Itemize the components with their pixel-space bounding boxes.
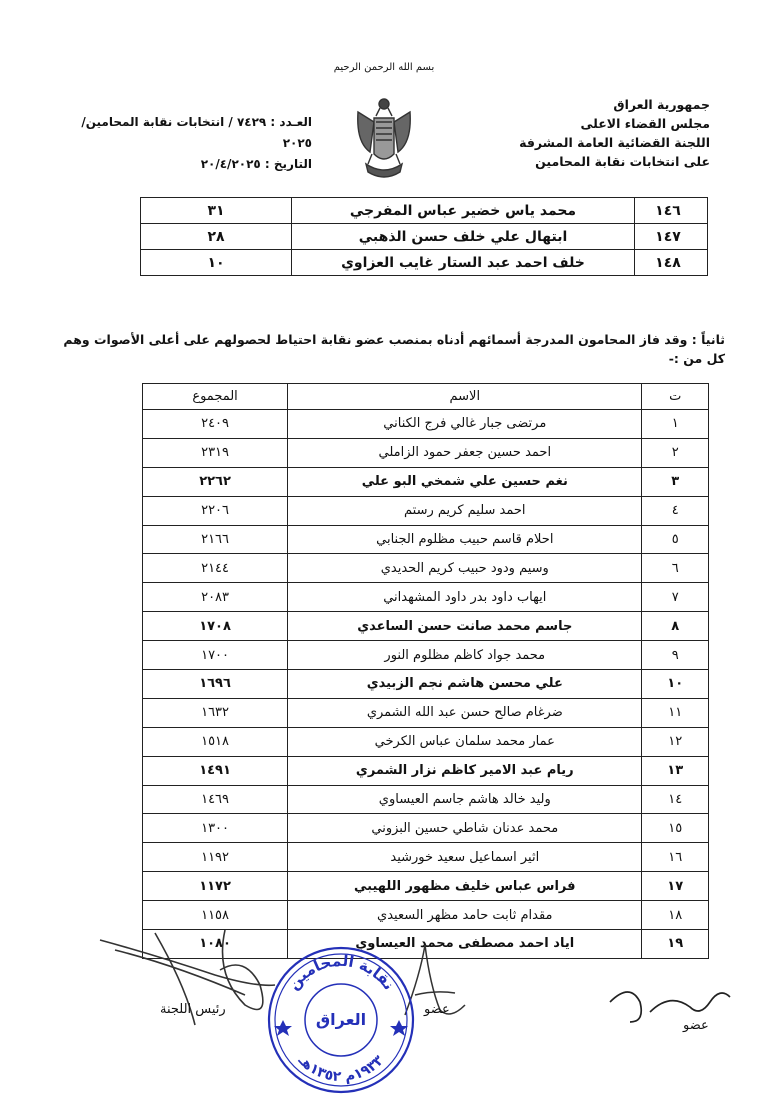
row-number: ١٨	[642, 901, 709, 930]
row-name: ايهاب داود بدر داود المشهداني	[288, 583, 642, 612]
row-total: ١٧٠٠	[143, 641, 288, 670]
table-row	[143, 612, 709, 641]
table-row	[143, 785, 709, 814]
row-total: ١٤٩١	[143, 756, 288, 785]
row-total: ١١٥٨	[143, 901, 288, 930]
row-number: ٧	[642, 583, 709, 612]
member2-label: عضو	[683, 1018, 709, 1033]
table-row	[143, 525, 709, 554]
row-number: ١٤٧	[635, 224, 708, 250]
row-name: اياد احمد مصطفى محمد العيساوي	[288, 930, 642, 959]
basmala: بسم الله الرحمن الرحيم	[333, 62, 435, 73]
table-row	[143, 583, 709, 612]
row-number: ١	[642, 410, 709, 439]
row-name: محمد ياس خضير عباس المفرجي	[292, 198, 635, 224]
row-number: ٢	[642, 438, 709, 467]
row-name: علي محسن هاشم نجم الزبيدي	[288, 670, 642, 699]
reference-block	[52, 112, 312, 175]
row-total: ٢٤٠٩	[143, 410, 288, 439]
svg-text:١٩٣٣م ١٣٥٢هـ	[294, 1052, 387, 1085]
table-row	[143, 756, 709, 785]
issuer-block	[470, 95, 710, 171]
row-name: احمد سليم كريم رستم	[288, 496, 642, 525]
table-row	[143, 554, 709, 583]
table-row	[143, 814, 709, 843]
table-row	[143, 467, 709, 496]
row-total: ١٣٠٠	[143, 814, 288, 843]
issuer-line: على انتخابات نقابة المحامين	[535, 154, 710, 169]
table-row	[143, 670, 709, 699]
row-name: مقدام ثابت حامد مظهر السعيدي	[288, 901, 642, 930]
row-total: ١٦٩٦	[143, 670, 288, 699]
bar-association-stamp	[265, 945, 417, 1095]
header-total: المجموع	[143, 384, 288, 410]
row-number: ٤	[642, 496, 709, 525]
stamp-bottom-text: ١٩٣٣م ١٣٥٢هـ	[294, 1052, 388, 1086]
row-name: محمد جواد كاظم مظلوم النور	[288, 641, 642, 670]
row-total: ٢٠٨٣	[143, 583, 288, 612]
row-name: جاسم محمد صانت حسن الساعدي	[288, 612, 642, 641]
row-total: ١٦٣٢	[143, 698, 288, 727]
row-total: ١١٧٢	[143, 872, 288, 901]
row-number: ١٣	[642, 756, 709, 785]
table-row	[143, 438, 709, 467]
row-number: ١٧	[642, 872, 709, 901]
issuer-line: مجلس القضاء الاعلى	[580, 116, 710, 131]
issuer-line: اللجنة القضائية العامة المشرفة	[519, 135, 710, 150]
header-number: ت	[642, 384, 709, 410]
row-total: ٢١٤٤	[143, 554, 288, 583]
table-header-row	[143, 384, 709, 410]
row-name: وليد خالد هاشم جاسم العيساوي	[288, 785, 642, 814]
committee-head-label: رئيس اللجنة	[160, 1002, 226, 1017]
row-number: ١٤٨	[635, 250, 708, 276]
row-name: ضرغام صالح حسن عبد الله الشمري	[288, 698, 642, 727]
member-label: عضو	[424, 1002, 450, 1017]
document-number: العـدد : ٧٤٢٩ / انتخابات نقابة المحامين/ ٢٠٢٥	[81, 115, 312, 150]
stamp-top-text: نقابة المحامين	[284, 951, 399, 994]
row-number: ١٤٦	[635, 198, 708, 224]
row-number: ٨	[642, 612, 709, 641]
table-row	[143, 496, 709, 525]
row-total: ٢٣١٩	[143, 438, 288, 467]
table-row	[141, 198, 708, 224]
row-number: ١٠	[642, 670, 709, 699]
table-row	[141, 250, 708, 276]
row-total: ١١٩٢	[143, 843, 288, 872]
row-total: ١٠٨٠	[143, 930, 288, 959]
row-number: ٦	[642, 554, 709, 583]
continued-results-table	[140, 197, 708, 276]
section-two-text: ثانياً : وقد فاز المحامون المدرجة أسمائهم أدناه بمنصب عضو نقابة احتياط لحصولهم على أعلى الأصوات وهم كل من :-	[63, 332, 725, 366]
row-name: احلام قاسم حبيب مظلوم الجنابي	[288, 525, 642, 554]
row-name: وسيم ودود حبيب كريم الحديدي	[288, 554, 642, 583]
row-name: فراس عباس خليف مظهور اللهيبي	[288, 872, 642, 901]
row-number: ١١	[642, 698, 709, 727]
row-number: ١٥	[642, 814, 709, 843]
row-number: ١٩	[642, 930, 709, 959]
table-row	[143, 410, 709, 439]
row-number: ١٦	[642, 843, 709, 872]
row-total: ٢١٦٦	[143, 525, 288, 554]
header-name: الاسم	[288, 384, 642, 410]
row-number: ١٤	[642, 785, 709, 814]
table-row	[141, 224, 708, 250]
row-total: ١٧٠٨	[143, 612, 288, 641]
row-total: ٢٢٦٢	[143, 467, 288, 496]
table-row	[143, 641, 709, 670]
row-total: ٣١	[141, 198, 292, 224]
eagle-emblem-icon	[350, 92, 418, 188]
member2-signature-icon	[600, 972, 740, 1032]
row-number: ٩	[642, 641, 709, 670]
row-name: اثير اسماعيل سعيد خورشيد	[288, 843, 642, 872]
row-name: مرتضى جبار غالي فرج الكناني	[288, 410, 642, 439]
row-total: ١٠	[141, 250, 292, 276]
row-number: ٥	[642, 525, 709, 554]
stamp-center-text: العراق	[315, 1010, 367, 1029]
table-row	[143, 727, 709, 756]
svg-text:نقابة المحامين	[284, 952, 398, 994]
row-total: ١٤٦٩	[143, 785, 288, 814]
row-name: احمد حسين جعفر حمود الزاملي	[288, 438, 642, 467]
row-total: ٢٢٠٦	[143, 496, 288, 525]
row-name: محمد عدنان شاطي حسين البزوني	[288, 814, 642, 843]
head-signature-icon	[95, 925, 285, 1035]
row-name: خلف احمد عبد الستار غايب العزاوي	[292, 250, 635, 276]
row-name: نغم حسين علي شمخي البو علي	[288, 467, 642, 496]
table-row	[143, 872, 709, 901]
row-number: ١٢	[642, 727, 709, 756]
document-date: التاريخ : ٢٠/٤/٢٠٢٥	[200, 157, 312, 171]
table-row	[143, 843, 709, 872]
reserve-members-table	[142, 383, 709, 959]
row-name: ريام عبد الامير كاظم نزار الشمري	[288, 756, 642, 785]
row-total: ٢٨	[141, 224, 292, 250]
table-row	[143, 698, 709, 727]
row-name: عمار محمد سلمان عباس الكرخي	[288, 727, 642, 756]
row-number: ٣	[642, 467, 709, 496]
issuer-line: جمهورية العراق	[613, 97, 710, 112]
row-total: ١٥١٨	[143, 727, 288, 756]
row-name: ابتهال علي خلف حسن الذهبي	[292, 224, 635, 250]
